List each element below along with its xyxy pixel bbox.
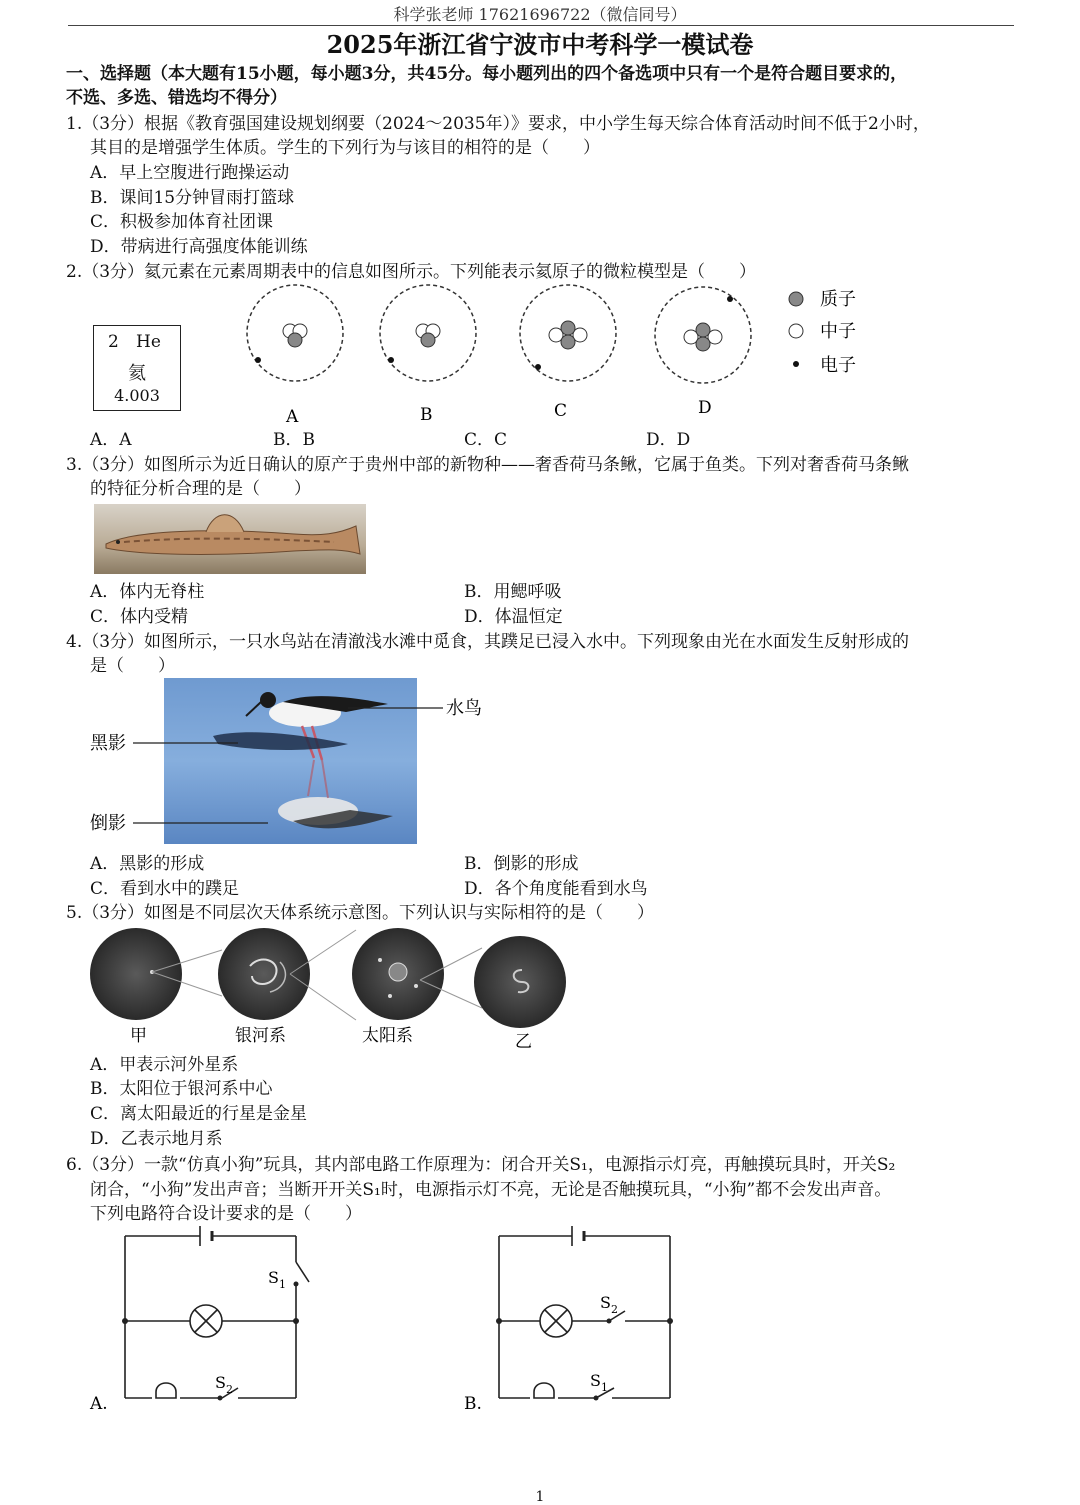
bird-photo: [88, 676, 508, 846]
exam-title: 2025年浙江省宁波市中考科学一模试卷: [326, 30, 754, 59]
circuit-b-s2-sub: 2: [611, 1303, 618, 1316]
fish-photo: [94, 504, 366, 574]
label-shadow: 黑影: [90, 733, 126, 754]
q4-stem-cont: 是（ ）: [90, 656, 175, 676]
q3-option-d: D．体温恒定: [464, 607, 563, 627]
q2-stem: 2.（3分）氦元素在元素周期表中的信息如图所示。下列能表示氦原子的微粒模型是（ ）: [66, 262, 757, 282]
q5-stem: 5.（3分）如图是不同层次天体系统示意图。下列认识与实际相符的是（ ）: [66, 903, 655, 923]
label-solar-system: 太阳系: [362, 1026, 413, 1046]
circuit-b-label: B.: [464, 1394, 482, 1414]
q6-stem-cont2: 下列电路符合设计要求的是（ ）: [90, 1204, 362, 1224]
circuit-a-label: A.: [90, 1394, 108, 1414]
circuit-b: [462, 1226, 692, 1416]
legend-electron: 电子: [820, 355, 856, 376]
page-number: 1: [535, 1489, 545, 1505]
q4-option-c: C．看到水中的蹼足: [90, 879, 240, 899]
label-milky-way: 银河系: [235, 1026, 286, 1046]
atom-model-c: [520, 285, 616, 421]
page-header: 科学张老师 17621696722（微信同号）: [393, 5, 687, 24]
atom-label-d: D: [698, 398, 712, 418]
q1-option-c: C．积极参加体育社团课: [90, 212, 274, 232]
label-waterbird: 水鸟: [446, 698, 482, 719]
section-heading: 一、选择题（本大题有15小题，每小题3分，共45分。每小题列出的四个备选项中只有一个是符合题目要求的，: [66, 64, 908, 84]
q6-stem-cont: 闭合，“小狗”发出声音；当断开开关S₁时，电源指示灯不亮，无论是否触摸玩具，“小狗”都不会发出声音。: [90, 1180, 892, 1200]
element-name: 氦: [128, 363, 146, 384]
q6-stem: 6.（3分）一款“仿真小狗”玩具，其内部电路工作原理为：闭合开关S₁，电源指示灯亮，再触摸玩具时，开关S₂: [66, 1155, 896, 1175]
circuit-b-s1: S: [590, 1371, 601, 1390]
q3-stem-cont: 的特征分析合理的是（ ）: [90, 479, 311, 499]
atom-legend: [789, 289, 856, 376]
q1-stem-cont: 其目的是增强学生体质。学生的下列行为与该目的相符的是（ ）: [90, 138, 600, 158]
label-yi: 乙: [515, 1032, 532, 1052]
section-heading-cont: 不选、多选、错选均不得分）: [66, 88, 287, 108]
q5-option-b: B．太阳位于银河系中心: [90, 1079, 273, 1099]
circuit-b-s1-sub: 1: [601, 1381, 608, 1394]
q2-option-b: B．B: [273, 430, 315, 450]
label-reflection: 倒影: [90, 813, 126, 834]
q1-stem: 1.（3分）根据《教育强国建设规划纲要（2024～2035年）》要求，中小学生每天综合体育活动时间不低于2小时，: [66, 114, 930, 134]
element-card: [93, 325, 181, 411]
q5-option-a: A．甲表示河外星系: [90, 1055, 239, 1075]
q4-stem: 4.（3分）如图所示，一只水鸟站在清澈浅水滩中觅食，其蹼足已浸入水中。下列现象由光在水面发生反射形成的: [66, 632, 910, 652]
atom-model-a: [247, 285, 343, 427]
q3-option-b: B．用鳃呼吸: [464, 582, 562, 602]
circuit-a-s2-sub: 2: [226, 1383, 233, 1396]
q1-option-d: D．带病进行高强度体能训练: [90, 237, 308, 257]
atom-label-a: A: [286, 407, 299, 427]
circuit-a-s1: S: [268, 1268, 279, 1287]
element-mass: 4.003: [114, 386, 160, 405]
celestial-systems-figure: [90, 926, 580, 1052]
atom-model-d: [655, 287, 751, 418]
circuit-b-s2: S: [600, 1293, 611, 1312]
q5-option-c: C．离太阳最近的行星是金星: [90, 1104, 308, 1124]
q4-option-b: B．倒影的形成: [464, 854, 579, 874]
q3-stem: 3.（3分）如图所示为近日确认的原产于贵州中部的新物种——奢香荷马条鳅，它属于鱼类。下列对奢香荷马条鳅: [66, 455, 910, 475]
atom-model-b: [380, 285, 476, 425]
atom-label-c: C: [554, 401, 568, 421]
circuit-a-s1-sub: 1: [279, 1278, 286, 1291]
element-symbol: He: [136, 332, 161, 352]
q5-option-d: D．乙表示地月系: [90, 1129, 223, 1149]
q1-option-a: A．早上空腹进行跑操运动: [90, 163, 290, 183]
q4-option-d: D．各个角度能看到水鸟: [464, 879, 648, 899]
q4-option-a: A．黑影的形成: [90, 854, 205, 874]
q2-option-d: D．D: [646, 430, 691, 450]
atom-models-figure: [230, 280, 870, 430]
q2-option-a: A．A: [90, 430, 132, 450]
circuit-a: [88, 1226, 318, 1416]
circuit-a-s2: S: [215, 1373, 226, 1392]
header-divider: [68, 25, 1014, 26]
q2-option-c: C．C: [464, 430, 508, 450]
q3-option-c: C．体内受精: [90, 607, 189, 627]
element-number: 2: [108, 332, 119, 352]
q1-option-b: B．课间15分钟冒雨打篮球: [90, 188, 295, 208]
label-jia: 甲: [130, 1026, 147, 1046]
legend-proton: 质子: [820, 289, 856, 310]
legend-neutron: 中子: [820, 321, 856, 342]
atom-label-b: B: [420, 405, 433, 425]
q3-option-a: A．体内无脊柱: [90, 582, 205, 602]
